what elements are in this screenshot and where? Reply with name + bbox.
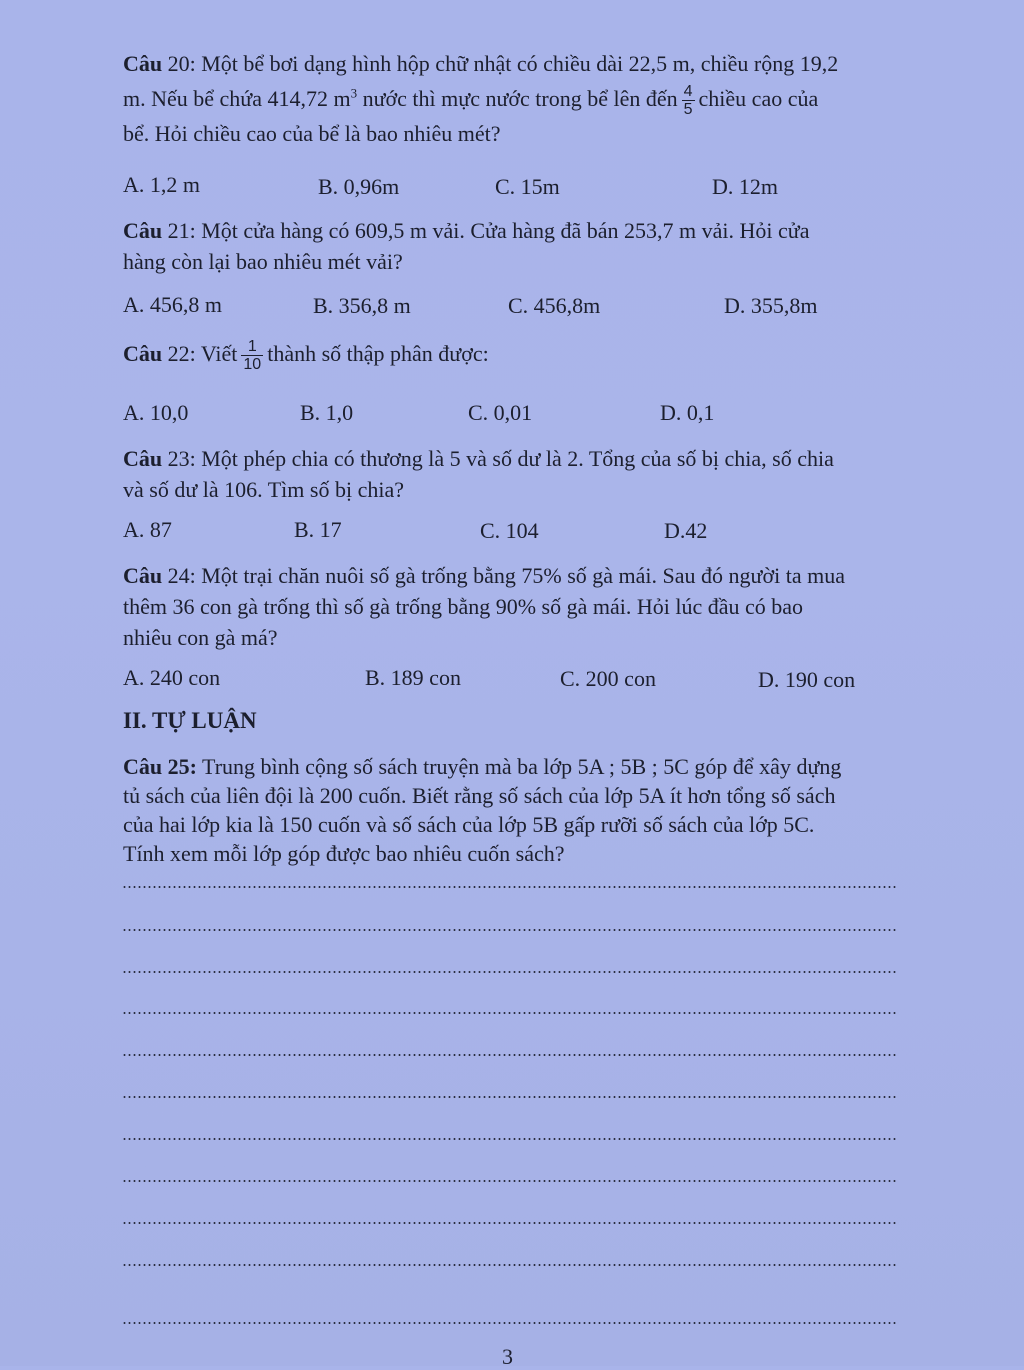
- option-c: C. 200 con: [560, 666, 656, 691]
- question-label: Câu 25:: [123, 754, 197, 779]
- question-text: hàng còn lại bao nhiêu mét vải?: [123, 249, 403, 274]
- fraction-denominator: 10: [243, 356, 262, 374]
- option-b: B. 0,96m: [318, 174, 400, 199]
- answer-line[interactable]: [122, 1222, 898, 1224]
- option-a: A. 10,0: [123, 400, 189, 425]
- question-text: 21: Một cửa hàng có 609,5 m vải. Cửa hàng đã bán 253,7 m vải. Hỏi cửa: [162, 218, 810, 243]
- option-a: A. 456,8 m: [123, 292, 222, 317]
- question-20: [123, 48, 913, 149]
- option-c: C. 104: [480, 518, 539, 543]
- question-text: chiều cao của: [698, 86, 819, 111]
- option-b: B. 1,0: [300, 400, 354, 425]
- option-c: C. 0,01: [468, 400, 533, 425]
- answer-line[interactable]: [122, 971, 898, 973]
- option-a: A. 240 con: [123, 665, 221, 690]
- option-d: D. 190 con: [758, 667, 856, 692]
- answer-line[interactable]: [122, 1322, 898, 1324]
- option-b: B. 17: [294, 517, 342, 542]
- option-d: D. 355,8m: [724, 293, 818, 318]
- answer-line[interactable]: [122, 1096, 898, 1098]
- question-label: Câu: [123, 446, 163, 471]
- fraction-numerator: 1: [241, 338, 263, 356]
- option-c: C. 15m: [495, 174, 560, 199]
- section-heading: II. TỰ LUẬN: [123, 708, 257, 733]
- answer-line[interactable]: [122, 1012, 898, 1014]
- question-label: Câu: [123, 51, 163, 76]
- question-text: và số dư là 106. Tìm số bị chia?: [123, 477, 404, 502]
- question-text: của hai lớp kia là 150 cuốn và số sách của lớp 5B gấp rưỡi số sách của lớp 5C.: [123, 812, 815, 837]
- question-label: Câu: [123, 218, 163, 243]
- superscript: 3: [350, 85, 358, 101]
- option-b: B. 356,8 m: [313, 293, 411, 318]
- answer-line[interactable]: [122, 886, 898, 888]
- question-text: m. Nếu bể chứa 414,72 m: [123, 86, 351, 111]
- option-c: C. 456,8m: [508, 293, 601, 318]
- fraction: [241, 338, 263, 373]
- option-d: D.42: [664, 518, 708, 543]
- question-22: [123, 338, 913, 373]
- answer-line[interactable]: [122, 929, 898, 931]
- fraction: [682, 83, 695, 118]
- fraction-numerator: 4: [683, 83, 693, 101]
- question-text: nước thì mực nước trong bể lên đến: [357, 86, 678, 111]
- option-b: B. 189 con: [365, 665, 461, 690]
- answer-line[interactable]: [122, 1180, 898, 1182]
- question-text: thêm 36 con gà trống thì số gà trống bằng 90% số gà mái. Hỏi lúc đầu có bao: [123, 594, 804, 619]
- question-text: 24: Một trại chăn nuôi số gà trống bằng 75% số gà mái. Sau đó người ta mua: [162, 563, 845, 588]
- question-label: Câu: [123, 341, 163, 366]
- fraction-denominator: 5: [683, 101, 693, 119]
- question-21: [123, 215, 913, 277]
- answer-line[interactable]: [122, 1264, 898, 1266]
- question-text: bể. Hỏi chiều cao của bể là bao nhiêu mét?: [123, 121, 501, 147]
- answer-line[interactable]: [122, 1138, 898, 1140]
- question-text: nhiêu con gà má?: [123, 625, 278, 650]
- question-text: Tính xem mỗi lớp góp được bao nhiêu cuốn sách?: [123, 841, 565, 866]
- question-text: Trung bình cộng số sách truyện mà ba lớp 5A ; 5B ; 5C góp để xây dựng: [196, 754, 842, 779]
- answer-line[interactable]: [122, 1054, 898, 1056]
- question-text: thành số thập phân được:: [267, 341, 489, 366]
- option-d: D. 12m: [712, 174, 778, 199]
- option-a: A. 87: [123, 517, 172, 542]
- question-25: [123, 752, 913, 868]
- question-24: [123, 560, 913, 653]
- question-label: Câu: [123, 563, 163, 588]
- question-text: 22: Viết: [162, 341, 238, 366]
- option-a: A. 1,2 m: [123, 172, 200, 197]
- page-number: 3: [502, 1344, 513, 1369]
- question-text: 23: Một phép chia có thương là 5 và số dư là 2. Tổng của số bị chia, số chia: [162, 446, 834, 471]
- option-d: D. 0,1: [660, 400, 715, 425]
- question-text: tủ sách của liên đội là 200 cuốn. Biết rằng số sách của lớp 5A ít hơn tổng số sách: [123, 783, 836, 808]
- question-text: 20: Một bể bơi dạng hình hộp chữ nhật có chiều dài 22,5 m, chiều rộng 19,2: [162, 51, 839, 76]
- question-23: [123, 443, 913, 505]
